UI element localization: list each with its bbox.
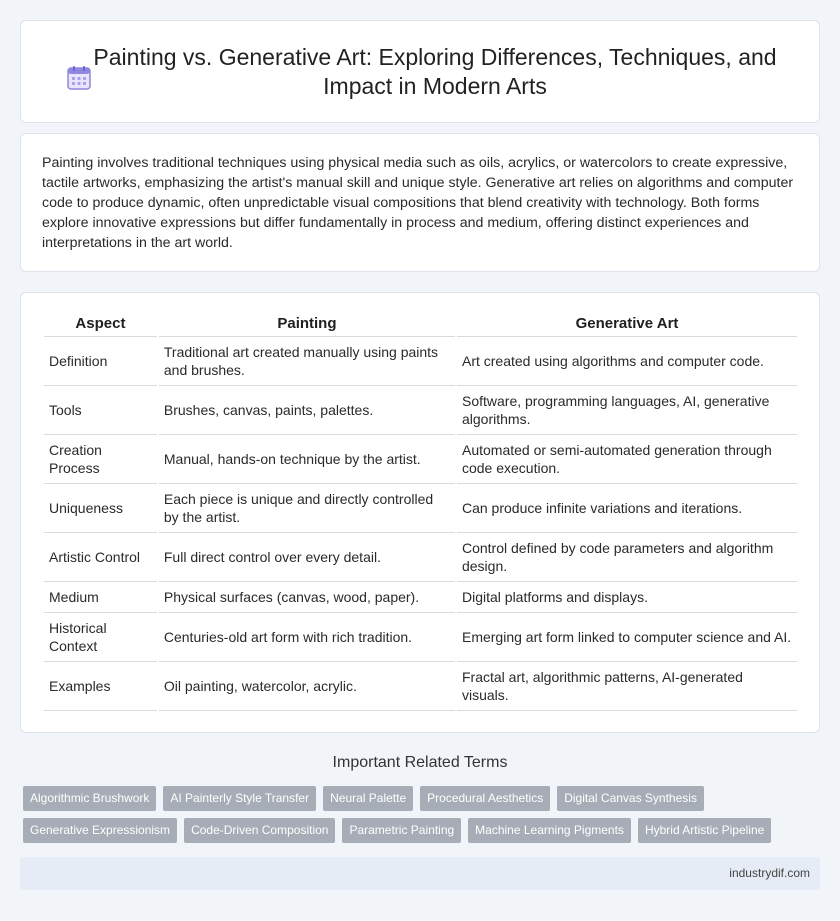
cell-painting: Oil painting, watercolor, acrylic. [159,662,455,711]
table-row [44,484,797,533]
cell-aspect: Historical Context [44,613,157,662]
header-painting: Painting [159,313,455,337]
cell-aspect: Medium [44,582,157,613]
table-row [44,533,797,582]
header-aspect: Aspect [44,313,157,337]
tag-neural-palette[interactable]: Neural Palette [323,786,413,811]
table-row [44,386,797,435]
cell-generative: Automated or semi-automated generation through code execution. [457,435,797,484]
table-row [44,662,797,711]
header-generative: Generative Art [457,313,797,337]
footer [20,857,820,890]
cell-painting: Each piece is unique and directly controlled by the artist. [159,484,455,533]
cell-generative: Control defined by code parameters and algorithm design. [457,533,797,582]
cell-painting: Traditional art created manually using paints and brushes. [159,337,455,386]
table-row [44,613,797,662]
cell-painting: Centuries-old art form with rich tradition. [159,613,455,662]
related-terms-title: Important Related Terms [332,754,508,771]
cell-generative: Art created using algorithms and computer code. [457,337,797,386]
header-card [20,20,820,123]
cell-generative: Digital platforms and displays. [457,582,797,613]
tag-machine-learning-pigments[interactable]: Machine Learning Pigments [468,818,631,843]
cell-painting: Brushes, canvas, paints, palettes. [159,386,455,435]
tag-algorithmic-brushwork[interactable]: Algorithmic Brushwork [23,786,156,811]
tag-digital-canvas-synthesis[interactable]: Digital Canvas Synthesis [557,786,704,811]
tag-procedural-aesthetics[interactable]: Procedural Aesthetics [420,786,550,811]
cell-aspect: Examples [44,662,157,711]
cell-aspect: Creation Process [44,435,157,484]
intro-card [20,133,820,272]
table-header-row [44,313,797,337]
comparison-card [20,292,820,733]
cell-aspect: Artistic Control [44,533,157,582]
intro-text: Painting involves traditional techniques using physical media such as oils, acrylics, or watercolors to create expressive, tactile artworks, emphasizing the artist's manual skill and unique style. Generative art relies on algorithms and computer code to produce dynamic, often unpredictable visual compositions that blend creativity with technology. Both forms explore innovative expressions but differ fundamentally in process and medium, offering distinct experiences and interpretations in the art world. [42,155,794,251]
table-row [44,337,797,386]
footer-site-link[interactable]: industrydif.com [729,866,810,880]
cell-painting: Physical surfaces (canvas, wood, paper). [159,582,455,613]
related-terms-tags [23,786,813,843]
tag-ai-painterly-style-transfer[interactable]: AI Painterly Style Transfer [163,786,316,811]
tag-parametric-painting[interactable]: Parametric Painting [342,818,461,843]
table-row [44,582,797,613]
tag-generative-expressionism[interactable]: Generative Expressionism [23,818,177,843]
cell-generative: Can produce infinite variations and iterations. [457,484,797,533]
table-row [44,435,797,484]
cell-generative: Emerging art form linked to computer science and AI. [457,613,797,662]
cell-painting: Manual, hands-on technique by the artist. [159,435,455,484]
cell-painting: Full direct control over every detail. [159,533,455,582]
tag-hybrid-artistic-pipeline[interactable]: Hybrid Artistic Pipeline [638,818,771,843]
cell-aspect: Uniqueness [44,484,157,533]
tag-code-driven-composition[interactable]: Code-Driven Composition [184,818,335,843]
comparison-table [42,313,799,711]
cell-generative: Fractal art, algorithmic patterns, AI-generated visuals. [457,662,797,711]
cell-aspect: Definition [44,337,157,386]
cell-generative: Software, programming languages, AI, generative algorithms. [457,386,797,435]
cell-aspect: Tools [44,386,157,435]
page-title: Painting vs. Generative Art: Exploring Differences, Techniques, and Impact in Modern Arts [93,43,777,99]
